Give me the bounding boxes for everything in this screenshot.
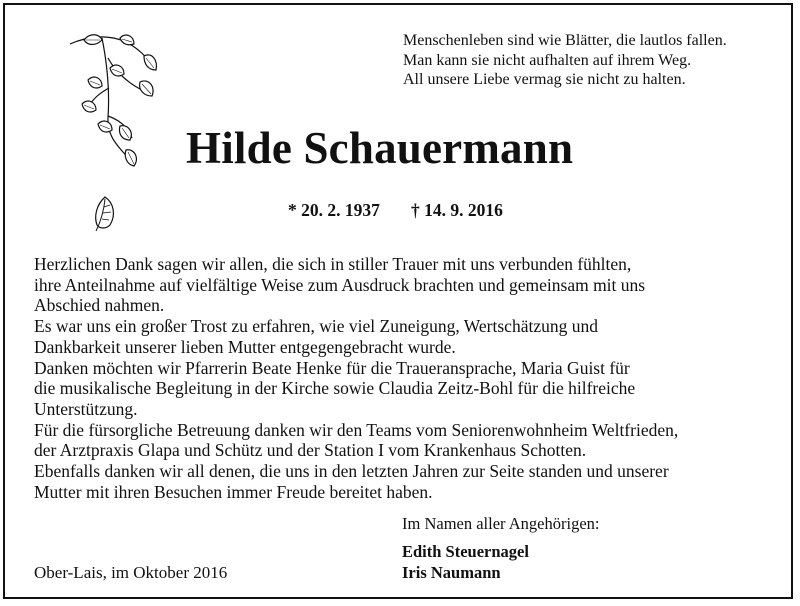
signer-name: Edith Steuernagel <box>402 542 529 561</box>
closing-line: Im Namen aller Angehörigen: <box>402 514 600 533</box>
birth-date: * 20. 2. 1937 <box>288 200 380 220</box>
text-line: Für die fürsorgliche Betreuung danken wir den Teams vom Seniorenwohnheim Weltfrieden, <box>34 419 679 440</box>
poem-line: Man kann sie nicht aufhalten auf ihrem Weg. <box>403 51 692 69</box>
falling-leaf-icon <box>92 195 118 233</box>
place-date: Ober-Lais, im Oktober 2016 <box>34 563 228 582</box>
text-line: der Arztpraxis Glapa und Schütz und der Station I vom Krankenhaus Schotten. <box>34 440 587 461</box>
poem <box>403 31 727 90</box>
text-line: Danken möchten wir Pfarrerin Beate Henke für die Traueransprache, Maria Guist für <box>34 357 630 378</box>
deceased-name: Hilde Schauermann <box>186 123 574 173</box>
poem-line: All unsere Liebe vermag sie nicht zu halten. <box>403 71 686 88</box>
birch-branch-icon <box>68 28 168 183</box>
text-line: Dankbarkeit unserer lieben Mutter entgegengebracht wurde. <box>34 336 456 357</box>
text-line: ihre Anteilnahme auf vielfältige Weise zum Ausdruck brachten und gemeinsam mit uns <box>34 274 646 295</box>
signer-name: Iris Naumann <box>402 563 501 582</box>
text-line: Es war uns ein großer Trost zu erfahren, wie viel Zuneigung, Wertschätzung und <box>34 316 598 337</box>
death-date: † 14. 9. 2016 <box>411 200 503 220</box>
text-line: Unterstützung. <box>34 398 138 419</box>
text-line: Mutter mit ihren Besuchen immer Freude bereitet haben. <box>34 481 433 502</box>
poem-line: Menschenleben sind wie Blätter, die lautlos fallen. <box>403 32 727 49</box>
text-line: die musikalische Begleitung in der Kirche sowie Claudia Zeitz-Bohl für die hilfreiche <box>34 378 636 399</box>
text-line: Herzlichen Dank sagen wir allen, die sich in stiller Trauer mit uns verbunden fühlten, <box>34 254 632 274</box>
text-line: Abschied nahmen. <box>34 295 165 316</box>
thanks-text <box>34 254 784 502</box>
text-line: Ebenfalls danken wir all denen, die uns in den letzten Jahren zur Seite standen und unserer <box>34 461 669 482</box>
